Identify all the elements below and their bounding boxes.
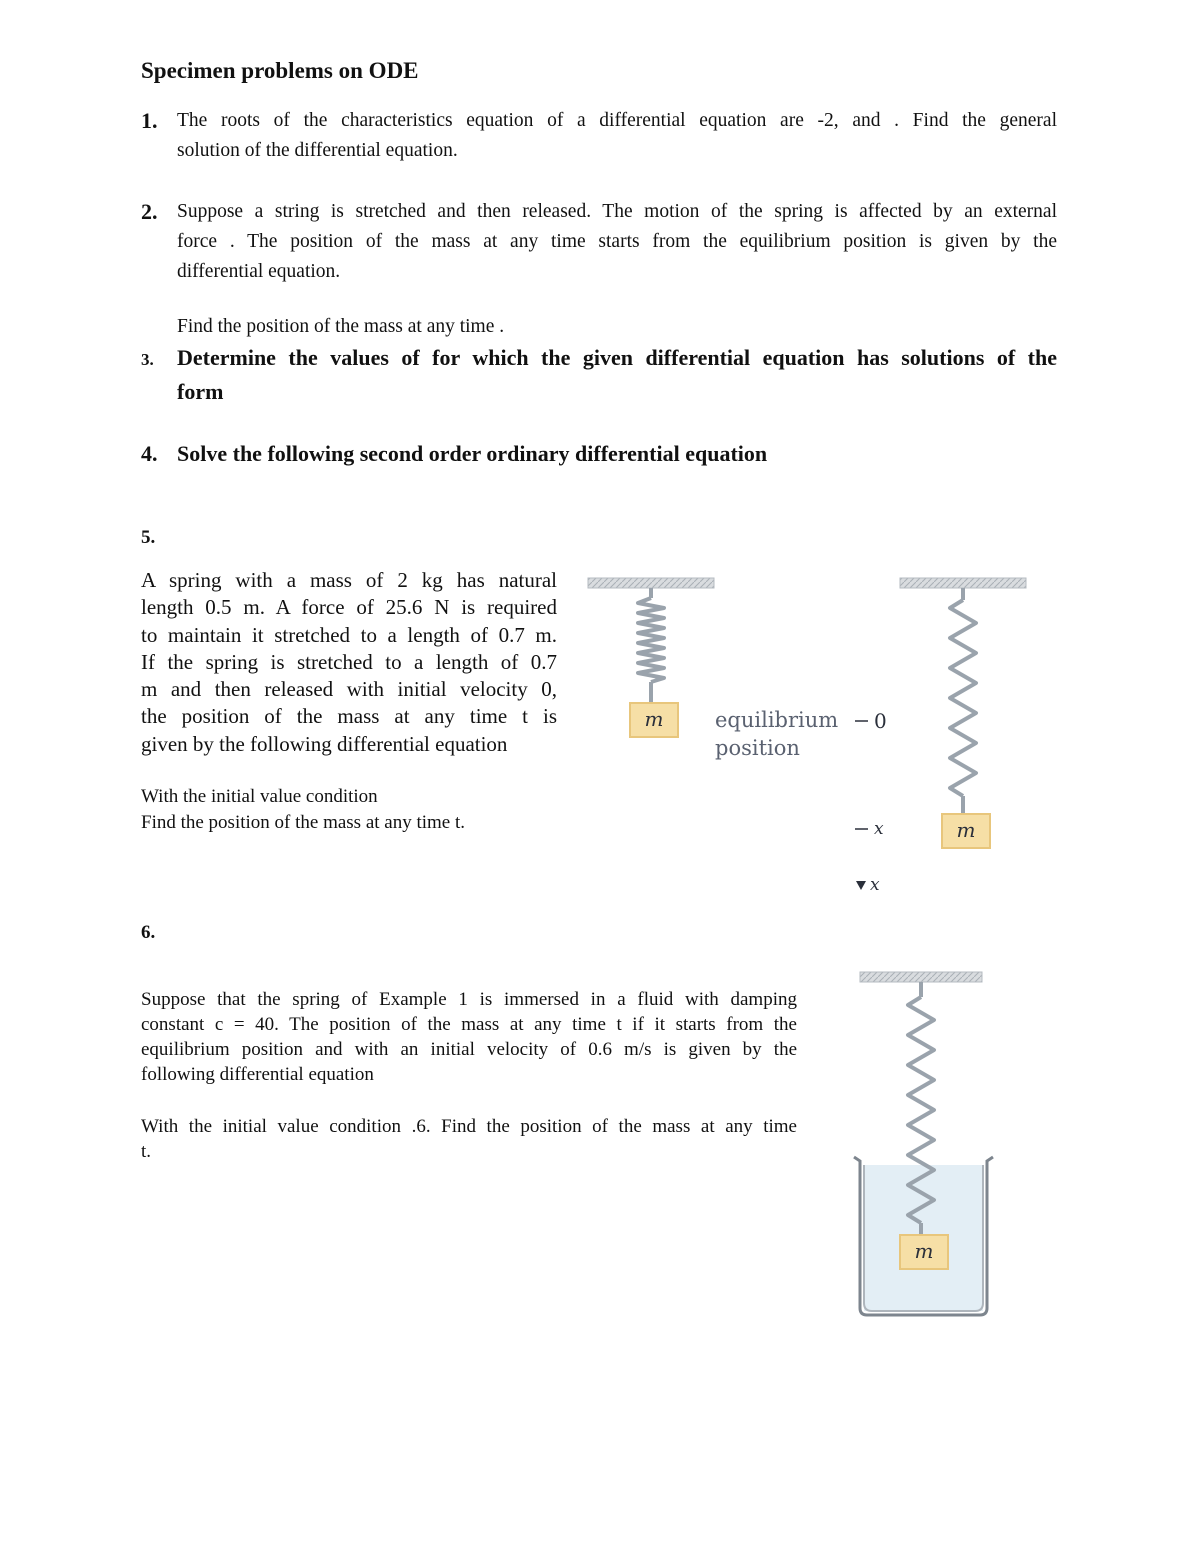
spring-equilibrium-figure — [580, 570, 1050, 900]
spring-left — [638, 598, 664, 682]
problem-5-line-2: length 0.5 m. A force of 25.6 N is required — [141, 595, 557, 620]
problem-3-line-1: Determine the values of for which the given differential equation has solutions of the — [177, 345, 1057, 370]
axis-label: x — [870, 875, 880, 895]
page-title: Specimen problems on ODE — [141, 58, 419, 83]
problem-6-line-4: following differential equation — [141, 1064, 374, 1085]
equilibrium-label: equilibrium — [715, 708, 839, 732]
problem-5-question: Find the position of the mass at any time t. — [141, 812, 466, 833]
problem-6-text — [141, 987, 797, 1087]
problem-2-line-2: force . The position of the mass at any time starts from the equilibrium position is given by the — [177, 231, 1057, 252]
problem-5-number: 5. — [141, 527, 156, 548]
problem-6-condition — [141, 1114, 797, 1164]
mass-label-left: m — [644, 707, 664, 731]
problem-5-line-4: If the spring is stretched to a length of 0.7 — [141, 649, 557, 674]
mass-label-right: m — [956, 818, 976, 842]
problem-6-line-2: constant c = 40. The position of the mass at any time t if it starts from the — [141, 1014, 797, 1035]
ceiling — [860, 972, 982, 982]
problem-3-line-2: form — [177, 379, 224, 404]
problem-4-number: 4. — [141, 441, 158, 466]
problem-1-number: 1. — [141, 108, 158, 133]
problem-2-line-3: differential equation. — [177, 261, 341, 282]
problem-4-text: Solve the following second order ordinary differential equation — [177, 441, 768, 466]
x-tick-label: x — [874, 819, 884, 839]
problem-5-line-3: to maintain it stretched to a length of 0.7 m. — [141, 622, 557, 647]
problem-3-number: 3. — [141, 350, 154, 369]
ceiling-left — [588, 578, 714, 588]
problem-1-line-2: solution of the differential equation. — [177, 140, 458, 161]
down-arrow-icon — [856, 881, 866, 890]
mass-label: m — [914, 1239, 934, 1263]
problem-2-line-1: Suppose a string is stretched and then released. The motion of the spring is affected by an external — [177, 201, 1057, 222]
damped-spring-figure — [848, 965, 1000, 1320]
zero-tick-label: 0 — [874, 709, 887, 733]
problem-1-line-1: The roots of the characteristics equation of a differential equation are -2, and . Find the general — [177, 110, 1057, 131]
problem-2-text — [177, 197, 1057, 287]
problem-5-line-6: the position of the mass at any time t is — [141, 704, 557, 729]
position-label: position — [715, 736, 800, 760]
problem-5-text — [141, 567, 557, 758]
problem-3-text — [177, 341, 1057, 409]
problem-1-text — [177, 106, 1057, 166]
problem-5-line-7: given by the following differential equation — [141, 731, 508, 756]
problem-6-line-1: Suppose that the spring of Example 1 is immersed in a fluid with damping — [141, 989, 797, 1010]
problem-5-line-1: A spring with a mass of 2 kg has natural — [141, 568, 557, 592]
problem-5-condition: With the initial value condition — [141, 786, 378, 807]
problem-2-number: 2. — [141, 199, 158, 224]
problem-2-followup: Find the position of the mass at any time . — [177, 316, 505, 337]
problem-6-line-3: equilibrium position and with an initial velocity of 0.6 m/s is given by the — [141, 1039, 797, 1060]
problem-5-line-5: m and then released with initial velocity 0, — [141, 677, 557, 702]
ceiling-right — [900, 578, 1026, 588]
problem-6-condition-line-2: t. — [141, 1141, 152, 1162]
problem-6-number: 6. — [141, 922, 156, 943]
spring-right — [950, 600, 976, 796]
problem-6-condition-line-1: With the initial value condition .6. Find the position of the mass at any time — [141, 1116, 797, 1137]
